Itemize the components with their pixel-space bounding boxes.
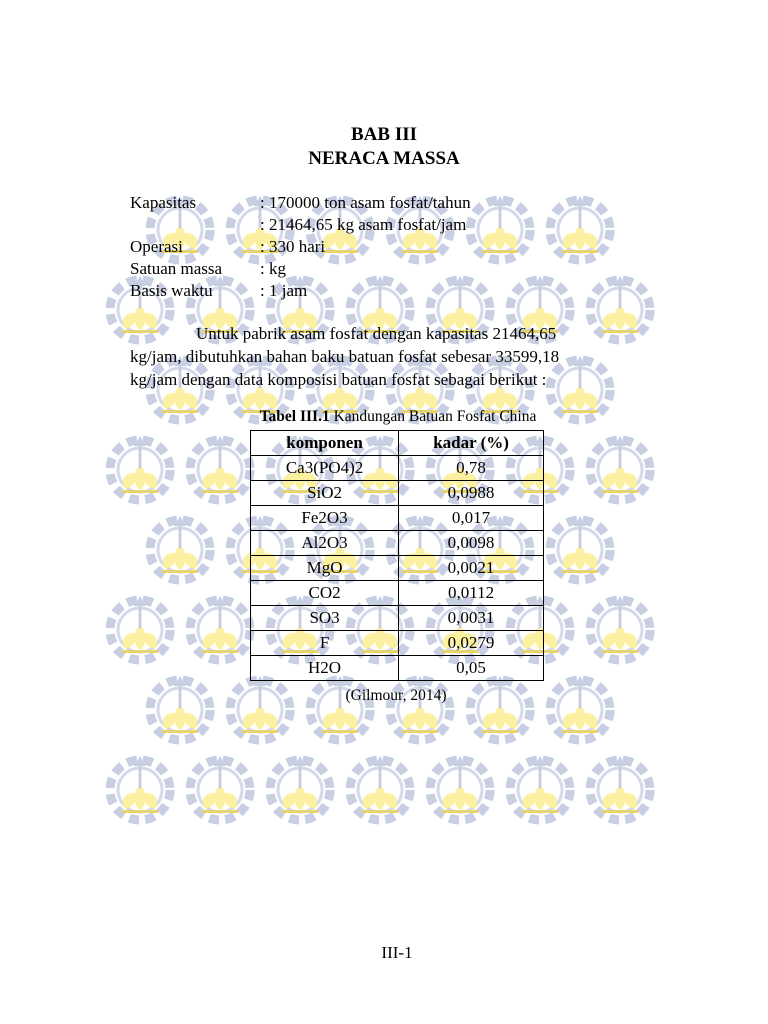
cell-komponen: Ca3(PO4)2 <box>251 456 399 481</box>
info-value: : 330 hari <box>260 237 326 256</box>
info-value: : 170000 ton asam fosfat/tahun <box>260 193 471 212</box>
cell-kadar: 0,78 <box>399 456 544 481</box>
info-label: Basis waktu <box>130 281 213 300</box>
chapter-title: NERACA MASSA <box>308 148 460 169</box>
table-row <box>251 656 544 681</box>
page-number: III-1 <box>381 943 413 962</box>
cell-kadar: 0,05 <box>399 656 544 681</box>
paragraph-line: kg/jam dengan data komposisi batuan fosfat sebagai berikut : <box>130 370 547 389</box>
cell-kadar: 0,017 <box>399 506 544 531</box>
info-value: : 1 jam <box>260 281 308 300</box>
paragraph-line: Untuk pabrik asam fosfat dengan kapasitas 21464,65 <box>196 324 557 343</box>
info-row-operasi <box>130 236 325 258</box>
info-label: Kapasitas <box>130 193 197 212</box>
table-caption <box>0 408 768 426</box>
cell-kadar: 0,0279 <box>399 631 544 656</box>
table-row <box>251 481 544 506</box>
paragraph-line: kg/jam, dibutuhkan bahan baku batuan fosfat sebesar 33599,18 <box>130 347 560 366</box>
info-row-kapasitas-jam <box>130 214 466 236</box>
table-row <box>251 631 544 656</box>
table-row <box>251 506 544 531</box>
cell-kadar: 0,0031 <box>399 606 544 631</box>
table-row <box>251 556 544 581</box>
cell-komponen: Fe2O3 <box>251 506 399 531</box>
column-header-komponen: komponen <box>251 431 399 456</box>
table-source: (Gilmour, 2014) <box>345 687 447 704</box>
composition-table <box>250 430 544 681</box>
cell-komponen: MgO <box>251 556 399 581</box>
info-row-basis-waktu <box>130 280 307 302</box>
cell-komponen: Al2O3 <box>251 531 399 556</box>
body-paragraph <box>130 322 640 391</box>
table-header-row <box>251 431 544 456</box>
column-header-kadar: kadar (%) <box>399 431 544 456</box>
chapter-heading: BAB III <box>351 124 417 145</box>
table-caption-text: Kandungan Batuan Fosfat China <box>329 408 537 425</box>
info-label: Satuan massa <box>130 259 223 278</box>
table-row <box>251 606 544 631</box>
info-value: : 21464,65 kg asam fosfat/jam <box>260 215 467 234</box>
table-row <box>251 456 544 481</box>
cell-komponen: CO2 <box>251 581 399 606</box>
cell-komponen: H2O <box>251 656 399 681</box>
cell-komponen: SO3 <box>251 606 399 631</box>
cell-kadar: 0,0988 <box>399 481 544 506</box>
cell-kadar: 0,0112 <box>399 581 544 606</box>
info-row-satuan-massa <box>130 258 286 280</box>
table-row <box>251 531 544 556</box>
info-row-kapasitas <box>130 192 471 214</box>
cell-kadar: 0,0098 <box>399 531 544 556</box>
info-value: : kg <box>260 259 286 278</box>
info-label: Operasi <box>130 237 183 256</box>
cell-komponen: SiO2 <box>251 481 399 506</box>
table-row <box>251 581 544 606</box>
cell-komponen: F <box>251 631 399 656</box>
cell-kadar: 0,0021 <box>399 556 544 581</box>
table-caption-label: Tabel III.1 <box>259 408 330 425</box>
